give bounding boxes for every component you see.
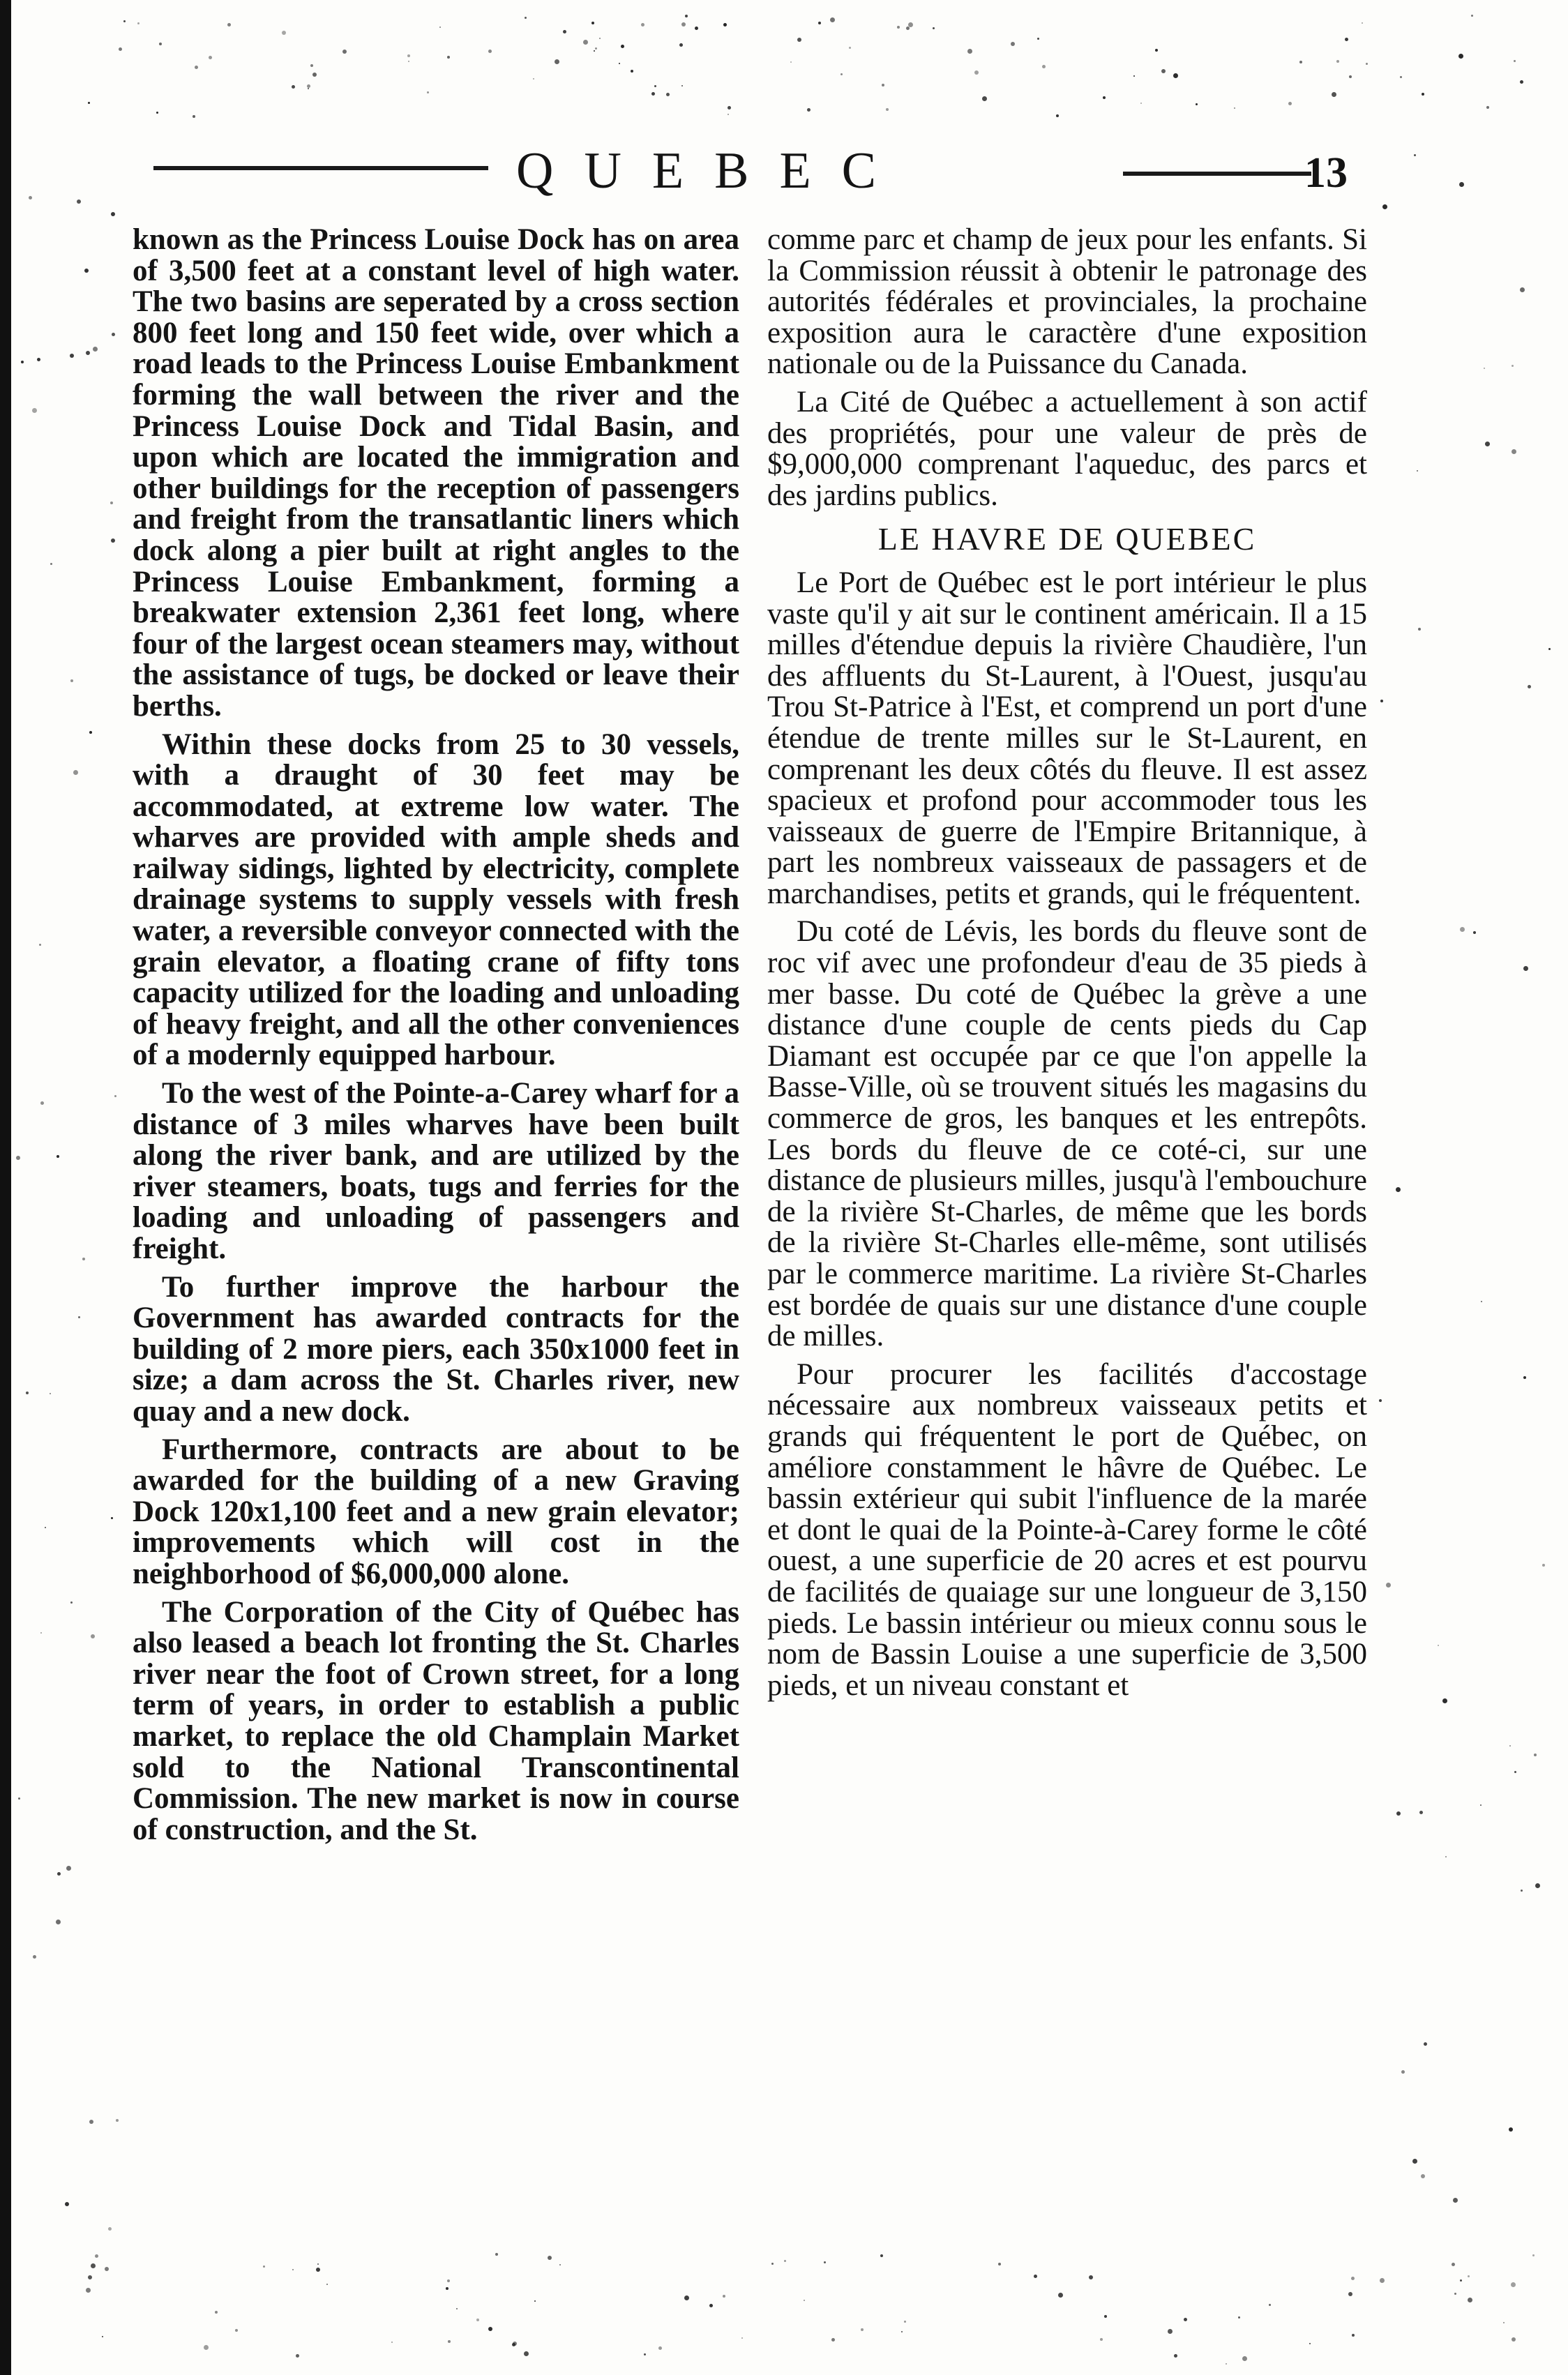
scan-speck — [1460, 2279, 1462, 2282]
scan-speck — [112, 333, 115, 336]
scan-speck — [790, 61, 792, 63]
scan-speck — [1473, 931, 1476, 934]
left-paragraph: To further improve the harbour the Government has awarded contracts for the building of 2 more piers, each 350x1000 feet in size; a dam across the St. Charles river, new quay and a new dock. — [133, 1270, 739, 1428]
scan-speck — [1155, 49, 1158, 52]
scan-speck — [1460, 927, 1465, 932]
scan-speck — [880, 2254, 883, 2257]
section-heading: LE HAVRE DE QUEBEC — [877, 521, 1257, 557]
page-header — [153, 133, 1353, 209]
scan-speck — [1422, 93, 1424, 96]
scan-speck — [998, 2263, 1001, 2265]
header-rule-left — [153, 166, 488, 170]
scan-speck — [193, 115, 195, 118]
scan-speck — [1336, 60, 1339, 63]
scan-speck — [40, 1632, 42, 1634]
scan-speck — [1034, 2275, 1037, 2278]
scan-speck — [82, 1258, 85, 1260]
scan-speck — [263, 2265, 265, 2268]
scan-speck — [32, 408, 37, 413]
scan-speck — [391, 2342, 393, 2343]
scan-speck — [974, 70, 979, 75]
scan-speck — [658, 2346, 662, 2350]
scan-speck — [591, 22, 594, 24]
scan-speck — [641, 23, 644, 27]
scan-speck — [1418, 628, 1421, 631]
scan-speck — [1380, 2278, 1385, 2283]
scan-speck — [695, 27, 698, 30]
scan-speck — [1089, 2275, 1093, 2279]
right-paragraph: Du coté de Lévis, les bords du fleuve sont de roc vif avec une profondeur d'eau de 35 pieds à mer basse. Du coté de Québec la grève a une distance d'une couple de cents pieds du Cap Diamant est occupée par ce que l'on appelle la Basse-Ville, où se trouvent situés les magasins du commerce de gros, les banques et les entrepôts. Les bords du fleuve de ce coté-ci, sur une distance de plusieurs milles, jusqu'à l'embouchure de la rivière St-Charles, de même que les bords de la rivière St-Charles elle-même, sont utilisés par le commerce maritime. La rivière St-Charles est bordée de quais sur une distance d'une couple de milles. — [767, 915, 1367, 1353]
scan-speck — [316, 2268, 320, 2272]
scan-speck — [110, 502, 113, 504]
scan-speck — [559, 2264, 561, 2265]
page-number: 13 — [1304, 149, 1348, 197]
scan-speck — [1386, 1583, 1391, 1588]
scan-speck — [1037, 38, 1039, 40]
scan-speck — [308, 88, 309, 89]
scan-speck — [33, 1955, 36, 1959]
scan-speck — [512, 2343, 515, 2346]
scan-speck — [654, 85, 656, 87]
scan-speck — [1468, 2275, 1470, 2277]
scan-speck — [861, 2328, 864, 2331]
scan-speck — [1133, 75, 1135, 77]
scan-speck — [56, 1920, 61, 1924]
scan-speck — [982, 96, 987, 101]
scan-speck — [824, 2261, 826, 2263]
scan-speck — [1480, 1804, 1482, 1806]
scan-speck — [1058, 2293, 1063, 2298]
scan-speck — [1056, 114, 1059, 117]
scan-speck — [408, 61, 409, 62]
scan-speck — [1452, 2263, 1455, 2266]
scan-speck — [967, 49, 972, 54]
scan-speck — [1299, 61, 1302, 63]
scan-speck — [1523, 1376, 1526, 1379]
scan-speck — [1174, 2354, 1177, 2358]
scan-speck — [1345, 38, 1348, 41]
scan-speck — [156, 112, 158, 114]
scan-speck — [1269, 2304, 1271, 2306]
scan-speck — [56, 1155, 59, 1158]
scan-speck — [1352, 2334, 1355, 2337]
scan-speck — [1401, 2070, 1405, 2074]
scan-speck — [1173, 73, 1178, 78]
scan-speck — [215, 2311, 218, 2314]
scan-speck — [728, 106, 731, 110]
scan-speck — [476, 2319, 479, 2321]
scan-speck — [583, 40, 588, 45]
scan-speck — [1400, 76, 1402, 78]
scan-speck — [16, 1156, 20, 1160]
scan-speck — [282, 31, 286, 35]
scan-speck — [1382, 204, 1387, 209]
scan-speck — [65, 2202, 69, 2206]
scan-speck — [488, 50, 492, 53]
scan-speck — [1332, 92, 1336, 97]
right-paragraph: comme parc et champ de jeux pour les enfants. Si la Commission réussit à obtenir le patronage des autorités fédérales et provinciales, la prochaine exposition aura le caractère d'une exposition nationale ou de la Puissance du Canada. — [767, 223, 1367, 381]
scan-speck — [1424, 2042, 1427, 2046]
scan-speck — [723, 23, 727, 27]
scan-speck — [1226, 2363, 1227, 2365]
scan-speck — [904, 2321, 906, 2323]
scan-speck — [407, 54, 410, 57]
scan-speck — [1417, 470, 1418, 472]
scan-speck — [933, 27, 935, 29]
scan-speck — [1442, 1698, 1447, 1703]
scan-speck — [86, 2288, 91, 2293]
scan-speck — [307, 84, 310, 88]
scan-speck — [644, 2353, 646, 2355]
scan-speck — [89, 731, 92, 734]
scan-speck — [534, 2300, 536, 2302]
left-column — [133, 225, 739, 1853]
scan-speck — [119, 47, 122, 51]
scan-speck — [1453, 2198, 1458, 2203]
scan-speck — [906, 27, 910, 30]
scan-speck — [651, 92, 655, 96]
scan-speck — [524, 2351, 529, 2356]
scan-speck — [1362, 22, 1363, 24]
scan-speck — [1396, 1187, 1401, 1192]
scan-speck — [447, 2279, 450, 2282]
scan-speck — [1514, 1771, 1516, 1773]
scan-speck — [89, 2120, 93, 2124]
scan-speck — [882, 84, 884, 86]
scan-speck — [1535, 1883, 1540, 1888]
scan-speck — [1421, 2174, 1425, 2178]
scan-speck — [77, 199, 81, 204]
scan-speck — [1348, 2292, 1352, 2296]
scan-speck — [93, 347, 98, 352]
scan-speck — [1486, 106, 1489, 109]
scan-speck — [1161, 69, 1166, 73]
header-rule-right — [1123, 172, 1311, 176]
scan-speck — [533, 78, 534, 80]
scan-speck — [709, 2304, 713, 2307]
scan-speck — [1414, 154, 1416, 156]
scan-speck — [116, 2119, 119, 2122]
scan-speck — [818, 22, 821, 24]
scan-speck — [70, 679, 73, 682]
scan-speck — [1514, 60, 1516, 62]
scan-speck — [1532, 2254, 1535, 2256]
scan-speck — [159, 43, 162, 45]
scan-speck — [1481, 1301, 1482, 1302]
scan-speck — [1458, 54, 1463, 59]
scan-speck — [37, 358, 40, 361]
scan-speck — [1396, 1811, 1401, 1816]
scan-speck — [1168, 2329, 1173, 2334]
scan-speck — [73, 770, 78, 775]
page-binding-edge — [0, 0, 11, 2375]
scan-speck — [631, 70, 633, 73]
scan-speck — [723, 2295, 725, 2298]
scan-speck — [137, 22, 140, 24]
scan-speck — [684, 2295, 689, 2300]
scan-speck — [1512, 2337, 1516, 2342]
scan-speck — [70, 354, 74, 358]
scan-speck — [488, 2327, 492, 2331]
scan-speck — [1184, 2318, 1187, 2321]
left-paragraph: The Corporation of the City of Québec has also leased a beach lot fronting the St. Charles river near the foot of Crown street, for a long term of years, in order to establish a public market, to replace the old Champlain Market sold to the National Transcontinental Commission. The new market is now in course of construction, and the St. — [133, 1595, 739, 1846]
scan-speck — [1509, 1745, 1511, 1747]
scan-speck — [784, 2260, 786, 2262]
scan-speck — [70, 1601, 73, 1604]
scan-speck — [679, 43, 683, 47]
scan-speck — [1534, 1754, 1537, 1756]
scan-speck — [195, 66, 198, 69]
scan-speck — [619, 63, 620, 64]
scan-speck — [111, 212, 115, 216]
scan-speck — [91, 2263, 96, 2268]
scan-speck — [86, 351, 90, 355]
scan-speck — [901, 2331, 903, 2332]
scan-speck — [1351, 2277, 1355, 2280]
scan-speck — [621, 45, 624, 48]
scan-speck — [1011, 42, 1015, 46]
scan-speck — [40, 1101, 44, 1105]
scan-speck — [728, 114, 729, 115]
scan-speck — [548, 2256, 552, 2260]
scan-speck — [1521, 1890, 1523, 1892]
scan-speck — [45, 1527, 46, 1528]
scan-speck — [123, 20, 126, 22]
scan-speck — [1542, 1564, 1545, 1567]
left-paragraph: Within these docks from 25 to 30 vessels, with a draught of 30 feet may be accommodated, at extreme low water. The wharves are provided with ample sheds and railway sidings, lighted by electricity, complete drainage systems to supply vessels with fresh water, a reversible conveyor connected with the grain elevator, a floating crane of fifty tons capacity utilized for the loading and unloading of heavy freight, and all the other conveniences of a modernly equipped harbour. — [133, 727, 739, 1072]
scan-speck — [807, 108, 811, 112]
scan-speck — [495, 2253, 498, 2256]
scan-speck — [1349, 75, 1352, 78]
left-paragraph: To the west of the Pointe-a-Carey wharf for a distance of 3 miles wharves have been built along the river bank, and are utilized by the river steamers, boats, tugs and ferries for the loading and unloading of passengers and freight. — [133, 1077, 740, 1265]
scan-speck — [849, 47, 851, 49]
scan-speck — [95, 2254, 98, 2258]
scan-speck — [227, 23, 231, 27]
scan-speck — [1512, 365, 1514, 367]
scan-speck — [111, 1517, 113, 1519]
scan-speck — [555, 59, 559, 64]
scan-speck — [88, 2275, 92, 2279]
scan-speck — [1419, 1811, 1423, 1814]
scan-speck — [1548, 648, 1551, 650]
scan-speck — [1140, 103, 1142, 104]
scan-speck — [102, 2336, 103, 2337]
running-head: QUEBEC — [516, 142, 907, 199]
scan-speck — [681, 22, 686, 27]
scan-speck — [681, 85, 683, 86]
scan-speck — [1520, 80, 1523, 84]
scan-speck — [1196, 103, 1198, 105]
left-paragraph: Furthermore, contracts are about to be awarded for the building of a new Graving Dock 120x1,100 feet and a new grain elevator; improvements which will cost in the neighborhood of $6,000,000 alone. — [133, 1433, 739, 1590]
scan-speck — [563, 30, 566, 33]
scan-speck — [599, 38, 601, 39]
scan-speck — [108, 2227, 112, 2231]
scan-speck — [1100, 2338, 1103, 2341]
scan-speck — [1379, 1399, 1382, 1402]
scan-speck — [595, 47, 597, 50]
scan-speck — [804, 2300, 805, 2301]
scan-speck — [1520, 287, 1525, 292]
scan-speck — [310, 64, 313, 67]
scan-speck — [296, 2354, 299, 2358]
scan-speck — [204, 2345, 209, 2350]
scan-speck — [1528, 685, 1531, 688]
scan-speck — [78, 1316, 80, 1318]
scan-speck — [1234, 107, 1235, 109]
scan-speck — [1523, 966, 1528, 971]
right-paragraph: La Cité de Québec a actuellement à son actif des propriétés, pour une valeur de près de $9,000,000 comprenant l'aqueduc, des parcs et des jardins publics. — [767, 385, 1367, 512]
scan-speck — [292, 85, 295, 89]
scan-speck — [312, 73, 317, 77]
scan-speck — [448, 2340, 451, 2343]
scan-speck — [1503, 2322, 1505, 2323]
scan-speck — [1445, 1856, 1447, 1857]
scan-speck — [1103, 96, 1106, 99]
scan-speck — [84, 269, 89, 273]
scan-speck — [886, 108, 889, 111]
scan-speck — [1471, 15, 1473, 17]
scan-speck — [342, 50, 347, 54]
scan-speck — [666, 93, 670, 96]
scan-speck — [21, 361, 24, 363]
scan-speck — [1484, 368, 1485, 369]
scan-speck — [50, 1393, 51, 1394]
scan-speck — [88, 102, 90, 104]
scan-speck — [594, 50, 595, 52]
scan-speck — [1459, 182, 1464, 187]
scan-speck — [427, 91, 429, 93]
scan-speck — [456, 2308, 458, 2309]
scan-speck — [439, 27, 441, 28]
scan-speck — [831, 2338, 835, 2342]
left-paragraph: known as the Princess Louise Dock has on area of 3,500 feet at a constant level of high water. The two basins are seperated by a cross section 800 feet long and 150 feet wide, over which a road leads to the Princess Louise Embankment forming the wall between the river and the Princess Louise Dock and Tidal Basin, and upon which are located the immigration and other buildings for the reception of passengers and freight from the transatlantic liners which dock along a pier built at right angles to the Princess Louise Embankment, forming a breakwater extension 2,361 feet long, where four of the largest ocean steamers may, without the assistance of tugs, be docked or leave their berths. — [133, 223, 739, 723]
scan-speck — [1468, 2298, 1472, 2302]
scan-speck — [1511, 2282, 1516, 2287]
scan-speck — [1309, 2343, 1311, 2344]
scan-speck — [1366, 63, 1368, 65]
right-paragraph: Pour procurer les facilités d'accostage nécessaire aux nombreux vaisseaux petits et grands qui fréquentent le port de Québec, on améliore constamment le hâvre de Québec. Le bassin extérieur qui subit l'influence de la marée et dont le quai de la Pointe-à-Carey forme le côté ouest, a une superficie de 20 acres et est pourvu de facilités de quaiage sur une longueur de 3,150 pieds. Le bassin intérieur ou mieux connu sous le nom de Bassin Louise a une superficie de 3,500 pieds, et un niveau constant et — [767, 1357, 1367, 1702]
scan-speck — [830, 17, 835, 22]
scan-speck — [1242, 2356, 1247, 2361]
scan-speck — [1104, 2315, 1107, 2318]
scan-speck — [1412, 2159, 1417, 2164]
scan-speck — [685, 15, 688, 17]
scan-speck — [209, 56, 212, 59]
scan-speck — [771, 2263, 774, 2265]
scan-speck — [741, 2337, 743, 2339]
scan-speck — [91, 1634, 95, 1638]
right-paragraph: Le Port de Québec est le port intérieur le plus vaste qu'il y ait sur le continent américain. Il a 15 milles d'étendue depuis la rivière Chaudière, l'un des affluents du St-Laurent, à l'Ouest, jusqu'au Trou St-Patrice à l'Est, et comprend un port d'une étendue de trente milles sur le St-Laurent, en comprenant les deux côtés du fleuve. Il est assez spacieux et profond pour accommoder tous les vaisseaux de guerre de l'Empire Britannique, à part les nombreux vaisseaux de passagers et de marchandises, petits et grands, qui le fréquentent. — [767, 566, 1367, 910]
scan-speck — [26, 1392, 29, 1394]
scan-speck — [797, 38, 801, 42]
scan-speck — [840, 73, 843, 75]
scan-speck — [525, 17, 527, 19]
scan-speck — [235, 2329, 238, 2332]
scan-speck — [29, 196, 32, 199]
scan-speck — [1288, 102, 1292, 105]
scan-speck — [111, 538, 115, 543]
scan-speck — [1454, 2293, 1456, 2295]
scan-speck — [39, 944, 41, 946]
scan-speck — [1380, 700, 1383, 702]
scan-speck — [66, 1866, 71, 1871]
scan-speck — [105, 2267, 109, 2271]
right-column — [767, 225, 1367, 1708]
scan-speck — [1509, 2127, 1513, 2132]
scan-speck — [447, 56, 450, 59]
scan-speck — [446, 2287, 448, 2290]
scan-speck — [292, 2269, 294, 2270]
scan-speck — [1438, 1645, 1439, 1646]
scan-speck — [897, 26, 900, 29]
scan-speck — [317, 2263, 319, 2265]
scan-speck — [50, 563, 52, 565]
scan-speck — [1042, 65, 1046, 68]
scan-speck — [1485, 442, 1490, 446]
scan-speck — [326, 2284, 328, 2285]
scan-speck — [1238, 2316, 1240, 2319]
scan-speck — [18, 1797, 20, 1800]
scan-speck — [57, 1872, 61, 1876]
scan-speck — [114, 1095, 116, 1097]
scan-speck — [1512, 449, 1516, 454]
